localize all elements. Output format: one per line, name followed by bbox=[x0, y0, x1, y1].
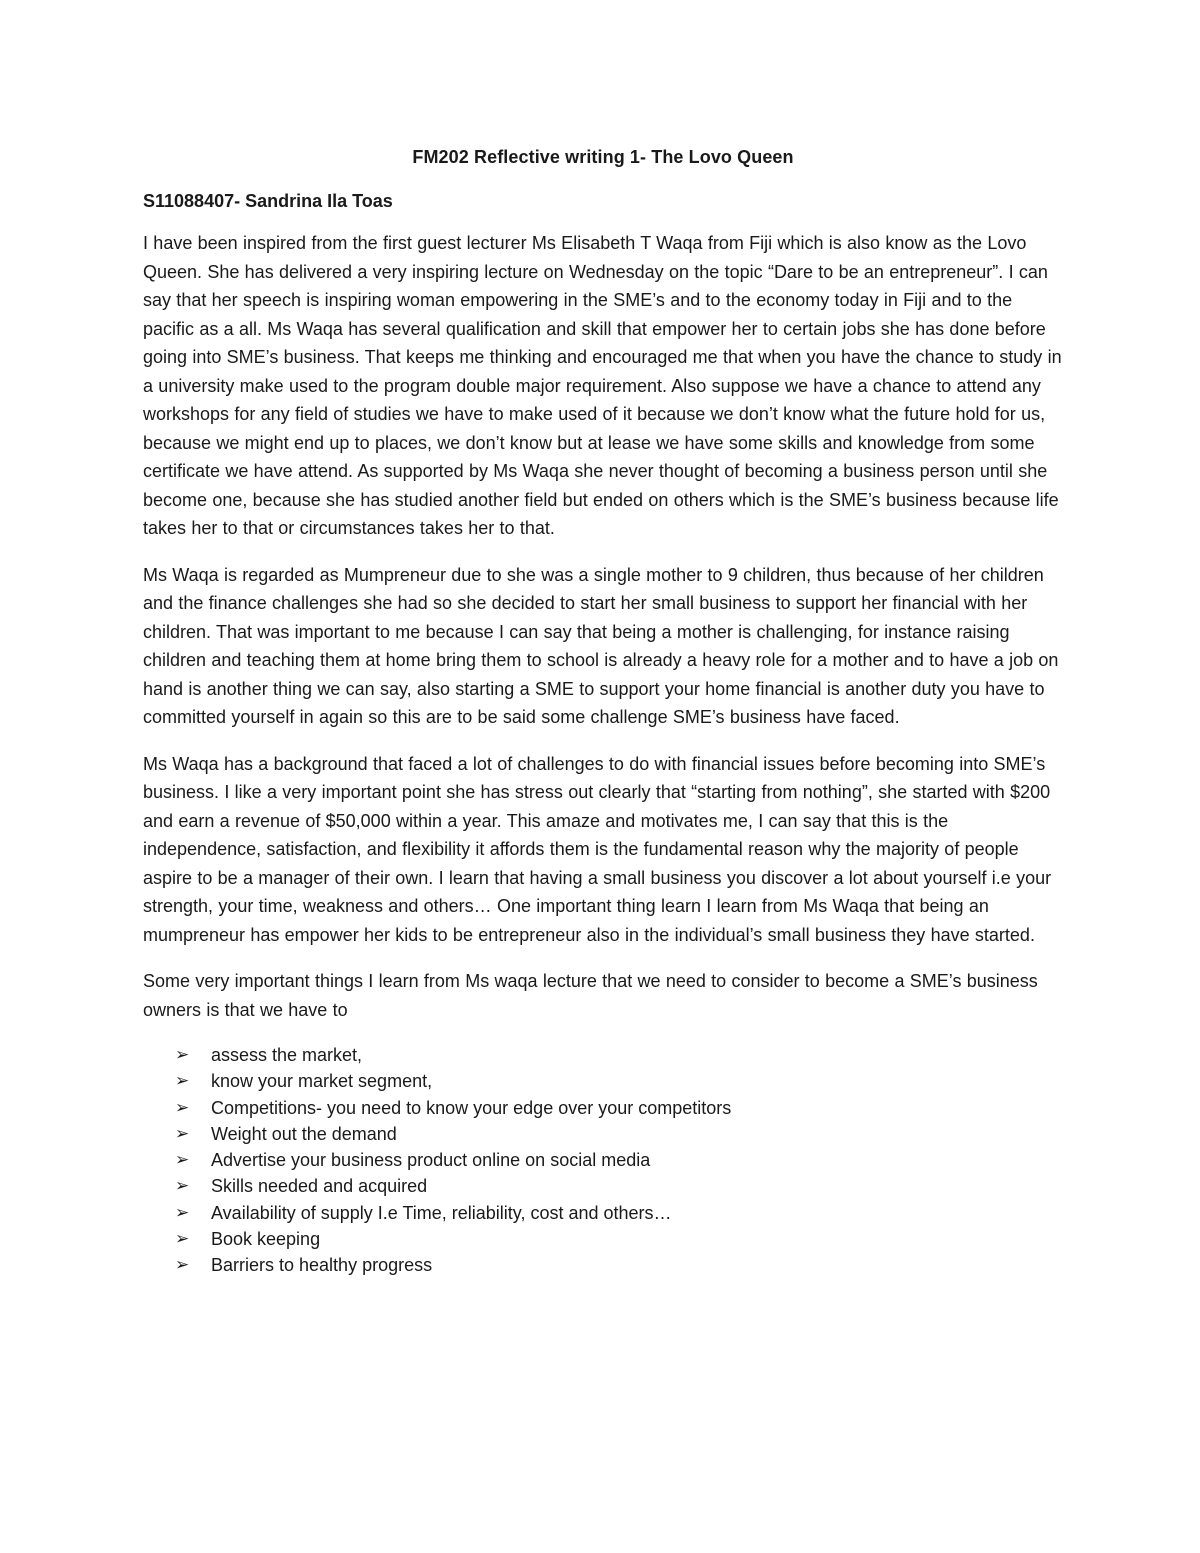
student-id-and-name: S11088407- Sandrina Ila Toas bbox=[143, 191, 393, 211]
document-title: FM202 Reflective writing 1- The Lovo Queen bbox=[412, 147, 794, 167]
arrowhead-bullet-icon: ➢ bbox=[175, 1071, 190, 1092]
considerations-list bbox=[143, 1042, 1063, 1279]
list-item-text: Availability of supply I.e Time, reliability, cost and others… bbox=[211, 1202, 672, 1223]
arrowhead-bullet-icon: ➢ bbox=[175, 1097, 190, 1118]
list-item-text: assess the market, bbox=[211, 1045, 363, 1065]
arrowhead-bullet-icon: ➢ bbox=[175, 1123, 190, 1144]
list-item bbox=[143, 1200, 1063, 1226]
list-item bbox=[143, 1068, 1063, 1094]
list-item bbox=[143, 1095, 1063, 1121]
list-item-text: Weight out the demand bbox=[211, 1123, 397, 1144]
list-item bbox=[143, 1252, 1063, 1278]
arrowhead-bullet-icon: ➢ bbox=[175, 1176, 190, 1197]
list-item-text: know your market segment, bbox=[211, 1071, 433, 1092]
paragraph-3: Ms Waqa has a background that faced a lot of challenges to do with financial issues before becoming into SME’s business. I like a very important point she has stress out clearly that “starting from nothing”, she started with $200 and earn a revenue of $50,000 within a year. This amaze and motivates me, I can say that this is the independence, satisfaction, and flexibility it affords them is the fundamental reason why the majority of people aspire to be a manager of their own. I learn that having a small business you discover a lot about yourself i.e your strength, your time, weakness and others… One important thing learn I learn from Ms Waqa that being an mumpreneur has empower her kids to be entrepreneur also in the individual’s small business they have started. bbox=[143, 753, 1052, 945]
paragraph-4: Some very important things I learn from Ms waqa lecture that we need to consider to become a SME’s business owners is that we have to bbox=[143, 971, 1038, 1020]
arrowhead-bullet-icon: ➢ bbox=[175, 1045, 190, 1065]
document-body bbox=[143, 144, 1063, 1279]
paragraph-2: Ms Waqa is regarded as Mumpreneur due to she was a single mother to 9 children, thus because of her children and the finance challenges she had so she decided to start her small business to support her financial with her children. That was important to me because I can say that being a mother is challenging, for instance raising children and teaching them at home bring them to school is already a heavy role for a mother and to have a job on hand is another thing we can say, also starting a SME to support your home financial is another duty you have to committed yourself in again so this are to be said some challenge SME’s business have faced. bbox=[143, 564, 1059, 727]
arrowhead-bullet-icon: ➢ bbox=[175, 1150, 190, 1171]
arrowhead-bullet-icon: ➢ bbox=[175, 1255, 190, 1276]
list-item bbox=[143, 1226, 1063, 1252]
list-item bbox=[143, 1147, 1063, 1173]
arrowhead-bullet-icon: ➢ bbox=[175, 1229, 190, 1250]
list-item bbox=[143, 1173, 1063, 1199]
list-item-text: Book keeping bbox=[211, 1229, 321, 1250]
arrowhead-bullet-icon: ➢ bbox=[175, 1202, 190, 1223]
list-item-text: Competitions- you need to know your edge over your competitors bbox=[211, 1097, 732, 1118]
list-item-text: Advertise your business product online on social media bbox=[211, 1150, 651, 1171]
list-item-text: Skills needed and acquired bbox=[211, 1176, 428, 1197]
list-item bbox=[143, 1042, 1063, 1068]
list-item-text: Barriers to healthy progress bbox=[211, 1255, 433, 1276]
list-item bbox=[143, 1121, 1063, 1147]
paragraph-1: I have been inspired from the first guest lecturer Ms Elisabeth T Waqa from Fiji which is also know as the Lovo Queen. She has delivered a very inspiring lecture on Wednesday on the topic “Dare to be an entrepreneur”. I can say that her speech is inspiring woman empowering in the SME’s and to the economy today in Fiji and to the pacific as a all. Ms Waqa has several qualification and skill that empower her to certain jobs she has done before going into SME’s business. That keeps me thinking and encouraged me that when you have the chance to study in a university make used to the program double major requirement. Also suppose we have a chance to attend any workshops for any field of studies we have to make used of it because we don’t know what the future hold for us, because we might end up to places, we don’t know but at lease we have some skills and knowledge from some certificate we have attend. As supported by Ms Waqa she never thought of becoming a business person until she become one, because she has studied another field but ended on others which is the SME’s business because life takes her to that or circumstances takes her to that. bbox=[143, 233, 1062, 538]
